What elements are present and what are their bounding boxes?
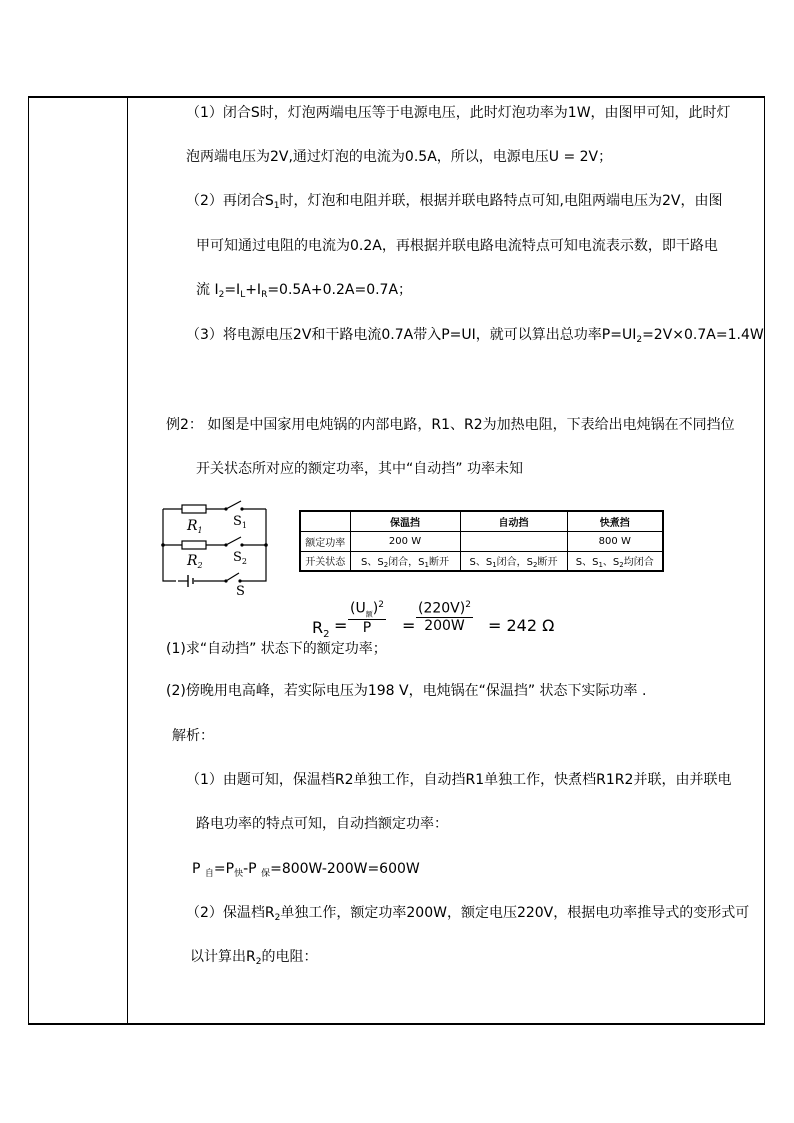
table-header: 自动挡 bbox=[460, 511, 567, 531]
solution-step-2: （2）再闭合$S_1$时，灯泡和电阻并联，根据并联电路特点可知,电阻两端电压为2V，由图 bbox=[186, 193, 723, 211]
analysis-heading: 解析： bbox=[172, 728, 214, 744]
table-row bbox=[300, 551, 663, 571]
formula-equals: = bbox=[402, 616, 416, 635]
solution-step-3: （3）将电源电压2V和干路电流0.7A带入P=UI，就可以算出总功率$P=UI_2=2V\times 0.7A=1.4W$ bbox=[186, 327, 764, 345]
label-s: S bbox=[236, 584, 245, 597]
analysis-step-1: （1）由题可知，保温档R2单独工作，自动挡R1单独工作，快煮档R1R2并联，由并联电 bbox=[186, 772, 732, 788]
table-header: 快煮挡 bbox=[567, 511, 663, 531]
table-cell bbox=[300, 511, 350, 531]
power-mode-table bbox=[299, 510, 664, 572]
table-cell: S、$S_1$、$S_2$均闭合 bbox=[567, 551, 663, 571]
solution-step-2-equation: 流 $I_2=I_L+I_R=0.5A+0.2A=0.7A$； bbox=[196, 282, 413, 300]
label-s2: $S_2$ bbox=[233, 550, 247, 566]
table-header: 保温挡 bbox=[350, 511, 460, 531]
formula-lhs: $R_2$ bbox=[312, 618, 330, 641]
switch-s2-blade bbox=[226, 537, 241, 545]
analysis-step-2-cont: 以计算出$R_2$的电阻： bbox=[190, 949, 318, 967]
table-row bbox=[300, 531, 663, 551]
table-cell: 800 W bbox=[567, 531, 663, 551]
column-divider bbox=[127, 96, 128, 1025]
formula-equals: = bbox=[334, 616, 348, 635]
frame-top-border bbox=[28, 96, 765, 98]
switch-s-blade bbox=[226, 573, 239, 581]
label-r1: $R_1$ bbox=[187, 518, 203, 535]
formula-fraction-2: $\frac{(220V)^2}{200W}$ bbox=[418, 600, 471, 634]
resistor-r1-symbol bbox=[182, 505, 206, 513]
table-cell bbox=[460, 531, 567, 551]
example-2-prompt-cont: 开关状态所对应的额定功率，其中“自动挡” 功率未知 bbox=[196, 461, 523, 477]
analysis-step-2: （2）保温档$R_2$单独工作，额定功率200W，额定电压220V，根据电功率推导式的变形式可 bbox=[186, 905, 750, 923]
label-r2: $R_2$ bbox=[187, 553, 203, 570]
table-cell: S、$S_2$闭合，$S_1$断开 bbox=[350, 551, 460, 571]
question-2: (2)傍晚用电高峰，若实际电压为198 V，电炖锅在“保温挡” 状态下实际功率 . bbox=[166, 683, 647, 699]
analysis-step-1-cont: 路电功率的特点可知，自动挡额定功率： bbox=[196, 816, 448, 832]
table-cell: 额定功率 bbox=[300, 531, 350, 551]
formula-result: = 242 Ω bbox=[488, 616, 555, 635]
table-cell: 开关状态 bbox=[300, 551, 350, 571]
solution-step-1-cont: 泡两端电压为2V,通过灯泡的电流为0.5A，所以，电源电压U = 2V； bbox=[186, 149, 613, 165]
analysis-step-1-equation: P $_自=P_快-P$ $_保$=800W-200W=600W bbox=[192, 861, 420, 879]
formula-fraction-1: $(U_额)^2$ P bbox=[350, 600, 384, 637]
question-1: (1)求“自动挡” 状态下的额定功率； bbox=[166, 641, 387, 657]
label-s1: $S_1$ bbox=[233, 514, 247, 530]
table-cell: S、$S_1$闭合，$S_2$断开 bbox=[460, 551, 567, 571]
resistor-r2-symbol bbox=[182, 541, 206, 549]
circuit-diagram bbox=[160, 497, 270, 597]
solution-step-1: （1）闭合S时，灯泡两端电压等于电源电压，此时灯泡功率为1W，由图甲可知，此时灯 bbox=[186, 105, 731, 121]
example-2-prompt: 例2： 如图是中国家用电炖锅的内部电路，R1、R2为加热电阻，下表给出电炖锅在不同挡位 bbox=[166, 417, 735, 433]
switch-s1-blade bbox=[226, 501, 241, 509]
solution-step-2-cont: 甲可知通过电阻的电流为0.2A，再根据并联电路电流特点可知电流表示数，即干路电 bbox=[196, 238, 718, 254]
table-cell: 200 W bbox=[350, 531, 460, 551]
frame-bottom-border bbox=[28, 1023, 765, 1025]
table-header-row bbox=[300, 511, 663, 531]
